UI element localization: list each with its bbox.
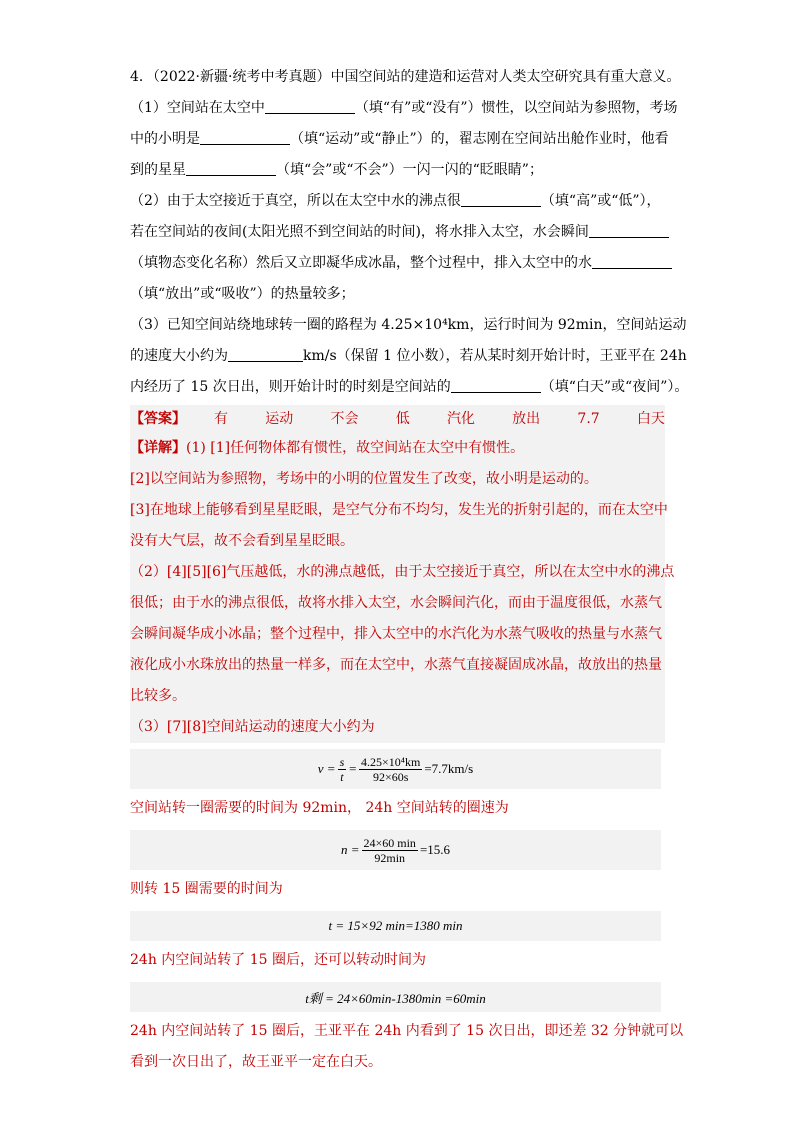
- formula-laps: n = $\frac{24\times 60 \min}{92\min}$ =15.6: [130, 830, 661, 870]
- explanation-line: 则转 15 圈需要的时间为: [130, 881, 283, 897]
- answer-blank-2[interactable]: [200, 128, 290, 145]
- answer-row: [130, 405, 665, 433]
- fraction-minutes-over-period: $\frac{24\times 60 \min}{92\min}$: [363, 835, 416, 865]
- question-line-10: 的速度大小约为 km/s（保留 1 位小数），若从某时刻开始计时，王亚平在 24h: [130, 341, 665, 372]
- explanation-line: 会瞬间凝华成小冰晶；整个过程中，排入太空中的水汽化为水蒸气吸收的热量与水蒸气: [130, 626, 662, 642]
- answer-item: 汽化: [446, 411, 475, 427]
- explanation-line: 24h 内空间站转了 15 圈后，还可以转动时间为: [130, 952, 426, 968]
- question-line-5: （2）由于太空接近于真空，所以在太空中水的沸点很 （填“高”或“低”），: [130, 186, 665, 217]
- answer-blank-7[interactable]: [228, 345, 303, 362]
- fraction-distance-over-time: $\frac{\text{4.25×10⁴km}}{92\times 60s}$: [361, 754, 421, 784]
- answer-blank-1[interactable]: [265, 97, 355, 114]
- explanation-line: 看到一次日出了，故王亚平一定在白天。: [130, 1054, 382, 1070]
- explanation-line: 液化成小水珠放出的热量一样多，而在太空中，水蒸气直接凝固成冰晶，故放出的热量: [130, 657, 662, 673]
- answer-blank-3[interactable]: [186, 159, 276, 176]
- question-number: 4．: [130, 69, 153, 85]
- explanation-line: 【详解】(1) [1]任何物体都有惯性，故空间站在太空中有惯性。: [130, 440, 525, 456]
- explanation-line: 24h 内空间站转了 15 圈后，王亚平在 24h 内看到了 15 次日出，即还差 32 分钟就可以: [130, 1023, 684, 1039]
- question-line-11: 内经历了 15 次日出，则开始计时的时刻是空间站的 （填“白天”或“夜间”）。: [130, 372, 665, 403]
- explanation-line: [3]在地球上能够看到星星眨眼，是空气分布不均匀，发生光的折射引起的，而在太空中: [130, 502, 668, 518]
- answer-item: 运动: [265, 411, 294, 427]
- answer-items: [186, 405, 665, 433]
- answer-blank-6[interactable]: [592, 252, 672, 269]
- answer-item: 白天: [636, 411, 665, 427]
- explanation-line: 没有大气层，故不会看到星星眨眼。: [130, 533, 354, 549]
- question-source: （2022·新疆·统考中考真题）: [152, 69, 331, 85]
- fraction-s-over-t: $\frac{s}{t}$: [339, 754, 345, 784]
- question-line-8: （填“放出”或“吸收”）的热量较多；: [130, 286, 355, 302]
- formula-remaining-time: t剩 = 24×60min-1380min =60min: [130, 982, 661, 1012]
- explanation-line: （2）[4][5][6]气压越低，水的沸点越低，由于太空接近于真空，所以在太空中水的沸点: [130, 564, 675, 580]
- question-line-4: 到的星星 （填“会”或“不会”）一闪一闪的“眨眼睛”；: [130, 155, 665, 186]
- explanation-line: 比较多。: [130, 688, 186, 704]
- answer-item: 放出: [512, 411, 541, 427]
- explanation-tag: 【详解】: [130, 440, 186, 456]
- answer-item: 有: [214, 411, 228, 427]
- explanation-line: [2]以空间站为参照物，考场中的小明的位置发生了改变，故小明是运动的。: [130, 471, 598, 487]
- explanation-line: 空间站转一圈需要的时间为 92min， 24h 空间站转的圈速为: [130, 800, 509, 816]
- answer-blank-5[interactable]: [589, 221, 669, 238]
- question-line-9: （3）已知空间站绕地球转一圈的路程为 4.25×10⁴km，运行时间为 92min，空间站运动: [130, 317, 687, 333]
- question-page: [130, 62, 689, 1078]
- answer-tag: 【答案】: [130, 411, 186, 427]
- formula-velocity: v = $\frac{s}{t}$ = $\frac{\text{4.25×10⁴km}}{92\times 60s}$ =7.7km/s: [130, 749, 661, 789]
- answer-item: 不会: [330, 411, 359, 427]
- explanation-line: （3）[7][8]空间站运动的速度大小约为: [130, 719, 375, 735]
- answer-item: 7.7: [577, 411, 600, 427]
- question-line-1: 4．（2022·新疆·统考中考真题）中国空间站的建造和运营对人类太空研究具有重大意义。: [130, 69, 681, 85]
- question-line-2: （1）空间站在太空中 （填“有”或“没有”）惯性，以空间站为参照物，考场: [130, 93, 665, 124]
- answer-blank-8[interactable]: [451, 376, 541, 393]
- explanation-line: 很低；由于水的沸点很低，故将水排入太空，水会瞬间汽化，而由于温度很低，水蒸气: [130, 595, 662, 611]
- answer-item: 低: [395, 411, 410, 427]
- question-line-3: 中的小明是 （填“运动”或“静止”）的，翟志刚在空间站出舱作业时，他看: [130, 124, 665, 155]
- question-line-7: （填物态变化名称）然后又立即凝华成冰晶，整个过程中，排入太空中的水: [130, 248, 665, 279]
- question-line-6: 若在空间站的夜间(太阳光照不到空间站的时间)，将水排入太空，水会瞬间: [130, 217, 665, 248]
- explanation-block: [130, 433, 675, 743]
- answer-blank-4[interactable]: [461, 190, 541, 207]
- formula-time-15-laps: t = 15×92 min=1380 min: [130, 911, 661, 941]
